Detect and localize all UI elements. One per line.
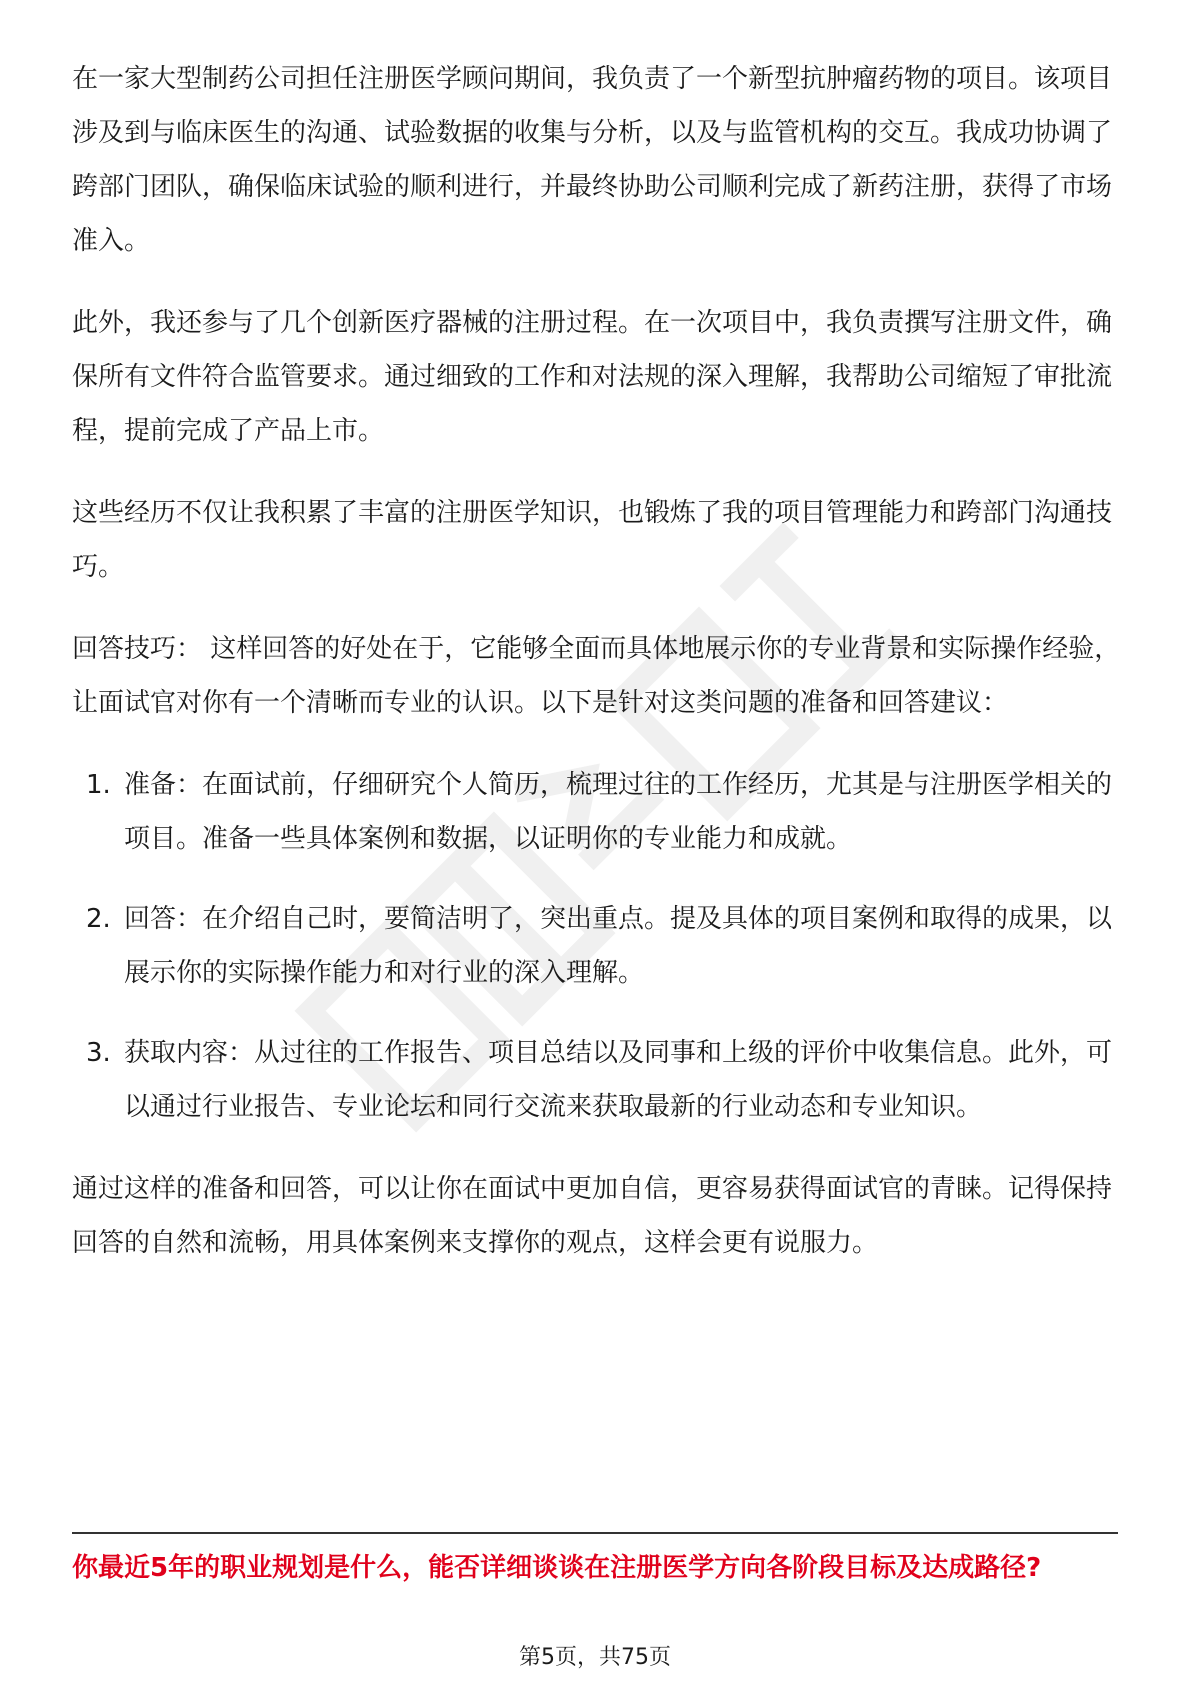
document-body — [72, 52, 1122, 1270]
list-item — [72, 1026, 1122, 1134]
next-question-heading: 你最近5年的职业规划是什么，能否详细谈谈在注册医学方向各阶段目标及达成路径? — [72, 1553, 1042, 1583]
list-item-text: 回答：在介绍自己时，要简洁明了，突出重点。提及具体的项目案例和取得的成果，以展示你的实际操作能力和对行业的深入理解。 — [124, 904, 1113, 988]
paragraph: 这些经历不仅让我积累了丰富的注册医学知识，也锻炼了我的项目管理能力和跨部门沟通技巧。 — [72, 498, 1113, 582]
advice-list — [72, 758, 1122, 1134]
closing-paragraph: 通过这样的准备和回答，可以让你在面试中更加自信，更容易获得面试官的青睐。记得保持回答的自然和流畅，用具体案例来支撑你的观点，这样会更有说服力。 — [72, 1174, 1113, 1258]
list-item-text: 获取内容：从过往的工作报告、项目总结以及同事和上级的评价中收集信息。此外，可以通过行业报告、专业论坛和同行交流来获取最新的行业动态和专业知识。 — [124, 1038, 1113, 1122]
list-item-number: 3. — [86, 1038, 111, 1068]
page-number: 第5页，共75页 — [519, 1645, 671, 1670]
answer-tips-paragraph: 回答技巧： 这样回答的好处在于，它能够全面而具体地展示你的专业背景和实际操作经验，让面试官对你有一个清晰而专业的认识。以下是针对这类问题的准备和回答建议： — [72, 634, 1121, 718]
divider — [72, 1532, 1118, 1534]
list-item — [72, 758, 1122, 866]
list-item — [72, 892, 1122, 1000]
paragraph: 此外，我还参与了几个创新医疗器械的注册过程。在一次项目中，我负责撰写注册文件，确保所有文件符合监管要求。通过细致的工作和对法规的深入理解，我帮助公司缩短了审批流程，提前完成了产品上市。 — [72, 308, 1113, 446]
list-item-number: 1. — [86, 770, 111, 800]
list-item-number: 2. — [86, 904, 111, 934]
list-item-text: 准备：在面试前，仔细研究个人简历，梳理过往的工作经历，尤其是与注册医学相关的项目。准备一些具体案例和数据，以证明你的专业能力和成就。 — [124, 770, 1113, 854]
paragraph: 在一家大型制药公司担任注册医学顾问期间，我负责了一个新型抗肿瘤药物的项目。该项目涉及到与临床医生的沟通、试验数据的收集与分析，以及与监管机构的交互。我成功协调了跨部门团队，确保临床试验的顺利进行，并最终协助公司顺利完成了新药注册，获得了市场准入。 — [72, 64, 1113, 256]
